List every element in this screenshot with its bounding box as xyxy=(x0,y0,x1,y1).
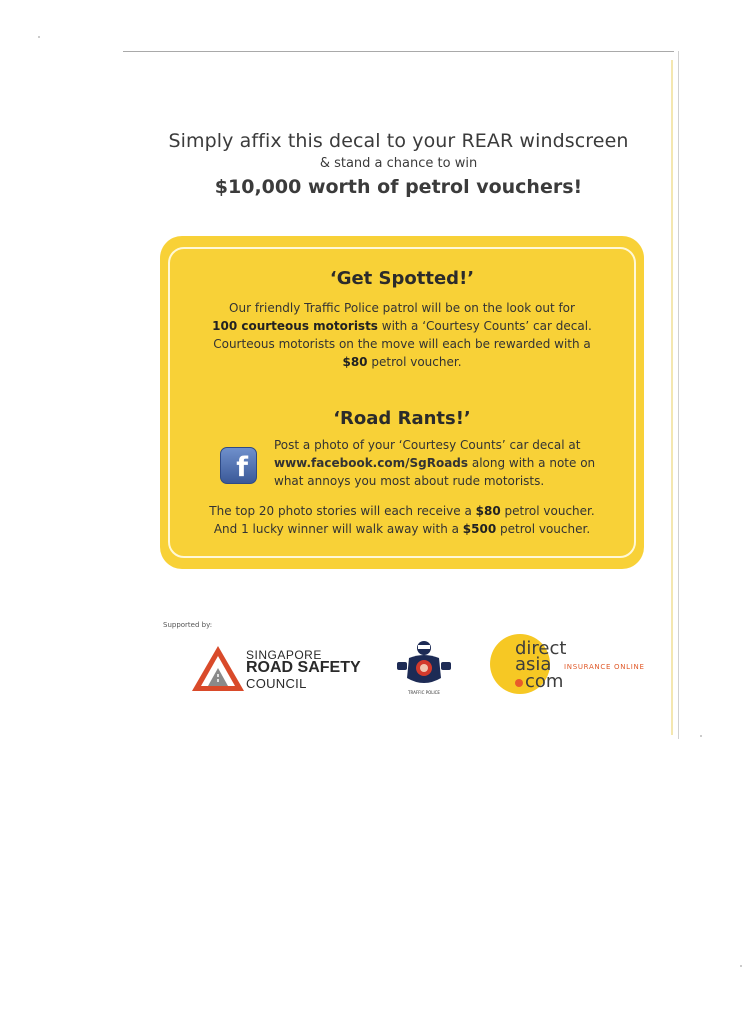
get-spotted-text xyxy=(160,299,644,371)
prize-line-1-end: petrol voucher. xyxy=(500,504,595,518)
prize-line-2-start: And 1 lucky winner will walk away with a xyxy=(213,522,463,536)
prize-line-1 xyxy=(160,502,644,520)
scan-speck xyxy=(38,36,40,38)
road-rants-title: ‘Road Rants!’ xyxy=(333,408,471,429)
srsc-council: COUNCIL xyxy=(246,676,307,691)
scan-page-edge-right xyxy=(678,51,679,739)
scan-speck xyxy=(700,735,702,737)
headline-line-1: Simply affix this decal to your REAR windscreen xyxy=(168,130,629,152)
direct-asia-asia: asia xyxy=(515,654,552,675)
get-spotted-line-2 xyxy=(160,317,644,335)
road-rants-line-2 xyxy=(274,454,595,472)
get-spotted-line-2-rest: with a ‘Courtesy Counts’ car decal. xyxy=(377,319,592,333)
srsc-road-safety: ROAD SAFETY xyxy=(246,659,361,676)
prize-line-2 xyxy=(160,520,644,538)
srsc-singapore: SINGAPORE xyxy=(246,648,322,662)
supported-by-label: Supported by: xyxy=(163,621,213,629)
traffic-police-emblem-icon xyxy=(395,638,453,690)
courteous-motorists-bold: 100 courteous motorists xyxy=(212,319,378,333)
headline-line-2: & stand a chance to win xyxy=(319,156,478,171)
scan-speck xyxy=(740,965,742,967)
prize-line-1-start: The top 20 photo stories will each receive a xyxy=(209,504,476,518)
get-spotted-line-4 xyxy=(160,353,644,371)
get-spotted-line-4-rest: petrol voucher. xyxy=(367,355,462,369)
direct-asia-tagline: INSURANCE ONLINE xyxy=(564,663,645,671)
traffic-police-label: TRAFFIC POLICE xyxy=(408,690,440,695)
get-spotted-line-3: Courteous motorists on the move will each be rewarded with a xyxy=(213,337,591,351)
prize-amount-500: $500 xyxy=(462,522,497,536)
get-spotted-line-1: Our friendly Traffic Police patrol will be on the look out for xyxy=(229,301,575,315)
direct-asia-dot-icon xyxy=(515,679,523,687)
headline-prize: $10,000 worth of petrol vouchers! xyxy=(214,176,583,198)
road-rants-line-2-rest: along with a note on xyxy=(468,456,596,470)
road-rants-line-1: Post a photo of your ‘Courtesy Counts’ car decal at xyxy=(274,438,581,452)
facebook-icon[interactable]: f xyxy=(220,447,257,484)
voucher-amount-bold: $80 xyxy=(342,355,368,369)
scan-page-edge-top xyxy=(123,51,674,52)
direct-asia-com: com xyxy=(525,671,564,692)
road-rants-line-3: what annoys you most about rude motorists. xyxy=(274,474,545,488)
prize-line-2-end: petrol voucher. xyxy=(496,522,591,536)
facebook-url-link[interactable]: www.facebook.com/SgRoads xyxy=(274,456,469,470)
road-rants-prizes xyxy=(160,502,644,538)
road-rants-facebook-text xyxy=(274,436,595,490)
road-safety-triangle-icon xyxy=(190,644,246,694)
prize-amount-80: $80 xyxy=(475,504,501,518)
get-spotted-title: ‘Get Spotted!’ xyxy=(329,268,475,289)
direct-asia-direct: direct xyxy=(515,638,567,659)
